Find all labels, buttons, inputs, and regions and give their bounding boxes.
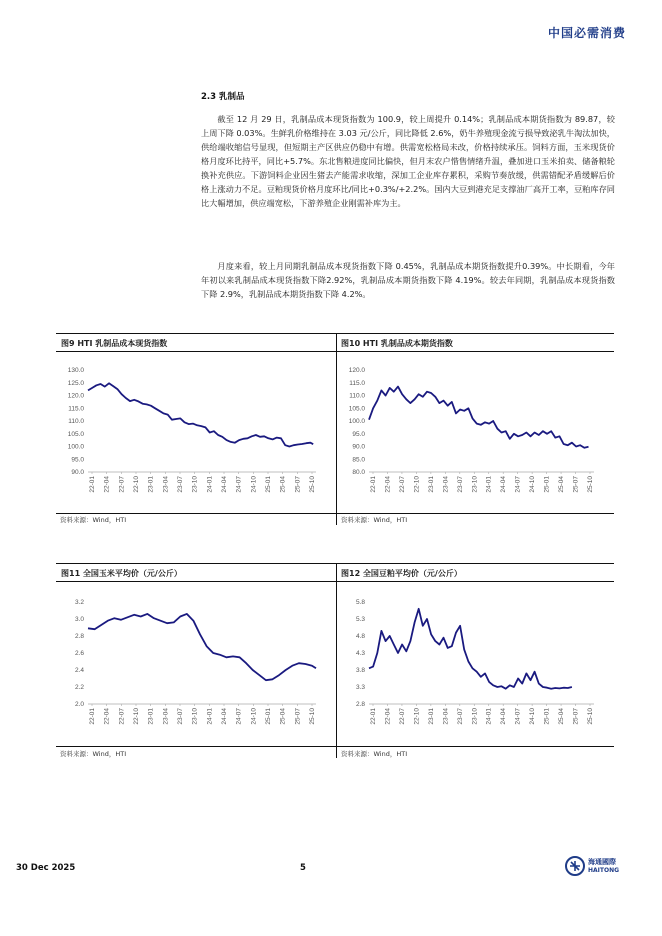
x-tick-label: 23-07 (177, 708, 184, 725)
x-tick-label: 22-04 (103, 708, 111, 725)
y-tick-label: 90.0 (71, 469, 84, 477)
y-tick-label: 130.0 (67, 367, 84, 375)
y-tick-label: 95.0 (352, 430, 365, 438)
page-number: 5 (300, 863, 306, 873)
y-tick-label: 125.0 (67, 379, 84, 387)
x-tick-label: 25-10 (587, 708, 594, 725)
chart-dairy-futures-index (337, 360, 614, 510)
y-tick-label: 3.8 (355, 667, 365, 675)
x-tick-label: 23-01 (147, 708, 155, 725)
x-tick-label: 23-10 (471, 476, 479, 493)
y-tick-label: 115.0 (68, 405, 84, 413)
chart-soymeal-price (337, 592, 614, 742)
x-tick-label: 24-10 (250, 476, 258, 493)
y-tick-label: 3.2 (74, 599, 84, 607)
x-tick-label: 23-01 (427, 476, 435, 493)
x-tick-label: 22-04 (384, 476, 392, 493)
x-tick-label: 25-01 (543, 708, 551, 725)
x-tick-label: 25-04 (558, 476, 566, 493)
x-tick-label: 22-10 (133, 476, 140, 493)
series-line (88, 614, 316, 680)
x-tick-label: 25-10 (309, 708, 316, 725)
x-tick-label: 25-04 (279, 476, 287, 493)
haitong-logo (565, 856, 635, 878)
logo-text-cn: 海通國際 (588, 858, 616, 866)
y-tick-label: 100.0 (348, 418, 365, 426)
body-paragraph-2: 月度来看，较上月同期乳制品成本现货指数下降 0.45%，乳制品成本期货指数提升0.39%。中长期看，今年年初以来乳制品成本现货指数下降2.92%，乳制品成本期货指数下降 4.19%。较去年同期，乳制品成本现货指数下降 2.9%，乳制品成本期货指数下降 4.2%。 (201, 261, 615, 299)
y-tick-label: 120.0 (348, 367, 365, 375)
x-tick-label: 23-04 (442, 708, 450, 725)
figure-11-source: 资料来源：Wind，HTI (60, 750, 127, 758)
x-tick-label: 24-10 (529, 708, 537, 725)
body-paragraph-1: 截至 12 月 29 日，乳制品成本现货指数为 100.9，较上周提升 0.14%；乳制品成本期货指数为 89.87，较上周下降 0.03%。生鲜乳价格维持在 3.03 元/公斤，同比降低 2.6%，奶牛养殖现金流亏损导致泌乳牛淘汰加快，供给端收缩信号显现，但短期主产区供应仍稳中有增。供需宽松格局未改，价格持续承压。饲料方面，玉米现货价格月度环比持平，同比+5.7%。东北售粮进度同比偏快，但月末农户惜售情绪升温，叠加进口玉米拍卖、储备粮轮换补充供应。下游饲料企业因生猪去产能需求收缩，深加工企业库存累积，采购节奏放缓，供需错配矛盾缓解后价格上涨动力不足。豆粕现货价格月度环比/同比+0.3%/+2.2%。国内大豆到港充足支撑油厂高开工率，豆粕库存同比大幅增加，供应端宽松，下游养殖企业刚需补库为主。 (201, 114, 615, 208)
x-tick-label: 22-01 (370, 476, 377, 493)
figure-11-title: 图11 全国玉米平均价（元/公斤） (56, 563, 336, 582)
x-tick-label: 22-01 (89, 708, 96, 725)
y-tick-label: 2.6 (74, 650, 84, 658)
y-tick-label: 2.0 (74, 701, 84, 709)
x-tick-label: 24-10 (529, 476, 537, 493)
x-tick-label: 24-07 (235, 476, 243, 493)
x-tick-label: 25-01 (265, 476, 272, 493)
y-tick-label: 100.0 (67, 443, 84, 451)
x-tick-label: 24-07 (514, 476, 522, 493)
logo-text-en: HAITONG (588, 867, 620, 874)
y-tick-label: 80.0 (352, 469, 365, 477)
x-tick-label: 23-07 (456, 476, 464, 493)
x-tick-label: 25-07 (294, 708, 302, 725)
y-tick-label: 115.0 (349, 379, 365, 387)
figure-10-title: 图10 HTI 乳制品成本期货指数 (336, 333, 614, 352)
x-tick-label: 24-01 (206, 476, 214, 493)
x-tick-label: 23-01 (147, 476, 155, 493)
y-tick-label: 110.0 (68, 418, 84, 426)
x-tick-label: 23-10 (471, 708, 479, 725)
x-tick-label: 25-01 (543, 476, 551, 493)
x-tick-label: 24-04 (500, 476, 508, 493)
x-tick-label: 22-07 (118, 708, 126, 725)
x-tick-label: 25-07 (572, 708, 580, 725)
y-tick-label: 4.3 (355, 650, 365, 658)
report-brand: 中国必需消费 (547, 26, 626, 40)
x-tick-label: 22-07 (118, 476, 126, 493)
x-tick-label: 24-07 (514, 708, 522, 725)
x-tick-label: 24-04 (221, 708, 228, 725)
y-tick-label: 5.3 (355, 616, 365, 624)
x-tick-label: 25-07 (572, 476, 580, 493)
x-tick-label: 24-10 (250, 708, 258, 725)
y-tick-label: 2.4 (74, 667, 84, 675)
y-tick-label: 90.0 (352, 443, 365, 451)
x-tick-label: 25-04 (558, 708, 566, 725)
section-title: 2.3 乳制品 (201, 92, 245, 102)
x-tick-label: 23-01 (427, 708, 435, 725)
figure-12-source: 资料来源：Wind，HTI (341, 750, 408, 758)
x-tick-label: 22-10 (133, 708, 140, 725)
chart-dairy-spot-index (56, 360, 336, 510)
x-tick-label: 23-04 (162, 476, 170, 493)
x-tick-label: 22-04 (103, 476, 111, 493)
x-tick-label: 23-10 (191, 708, 199, 725)
x-tick-label: 22-04 (384, 708, 392, 725)
series-line (369, 609, 572, 689)
x-tick-label: 25-10 (587, 476, 594, 493)
x-tick-label: 22-01 (89, 476, 96, 493)
y-tick-label: 4.8 (355, 633, 365, 641)
figure-9-title: 图9 HTI 乳制品成本现货指数 (56, 333, 336, 352)
chart-corn-price (56, 592, 336, 742)
y-tick-label: 5.8 (355, 599, 365, 607)
x-tick-label: 22-10 (413, 708, 421, 725)
haitong-logo-icon (565, 856, 585, 876)
x-tick-label: 24-01 (485, 476, 493, 493)
x-tick-label: 23-10 (191, 476, 199, 493)
x-tick-label: 24-01 (485, 708, 493, 725)
y-tick-label: 2.8 (355, 701, 365, 709)
source-divider (56, 746, 614, 747)
x-tick-label: 25-10 (309, 476, 316, 493)
x-tick-label: 24-04 (500, 708, 508, 725)
x-tick-label: 24-01 (206, 708, 214, 725)
x-tick-label: 22-07 (398, 476, 406, 493)
x-tick-label: 25-04 (279, 708, 287, 725)
y-tick-label: 105.0 (348, 405, 365, 413)
x-tick-label: 22-07 (398, 708, 406, 725)
x-tick-label: 24-04 (221, 476, 228, 493)
y-tick-label: 2.8 (74, 633, 84, 641)
x-tick-label: 23-07 (177, 476, 184, 493)
footer-date: 30 Dec 2025 (16, 863, 76, 873)
y-tick-label: 95.0 (71, 456, 84, 464)
x-tick-label: 23-04 (442, 476, 450, 493)
x-tick-label: 23-07 (456, 708, 464, 725)
figure-9-source: 资料来源：Wind，HTI (60, 516, 127, 524)
x-tick-label: 22-10 (413, 476, 421, 493)
y-tick-label: 3.0 (74, 616, 84, 624)
x-tick-label: 22-01 (370, 708, 377, 725)
x-tick-label: 25-01 (265, 708, 272, 725)
y-tick-label: 3.3 (355, 684, 365, 692)
figure-12-title: 图12 全国豆粕平均价（元/公斤） (336, 563, 614, 582)
y-tick-label: 120.0 (67, 392, 84, 400)
y-tick-label: 2.2 (74, 684, 84, 692)
y-tick-label: 110.0 (349, 392, 365, 400)
figure-10-source: 资料来源：Wind，HTI (341, 516, 408, 524)
series-line (369, 387, 589, 448)
x-tick-label: 24-07 (235, 708, 243, 725)
source-divider (56, 513, 614, 514)
x-tick-label: 25-07 (294, 476, 302, 493)
x-tick-label: 23-04 (162, 708, 170, 725)
series-line (88, 383, 313, 446)
y-tick-label: 85.0 (352, 456, 365, 464)
y-tick-label: 105.0 (67, 430, 84, 438)
